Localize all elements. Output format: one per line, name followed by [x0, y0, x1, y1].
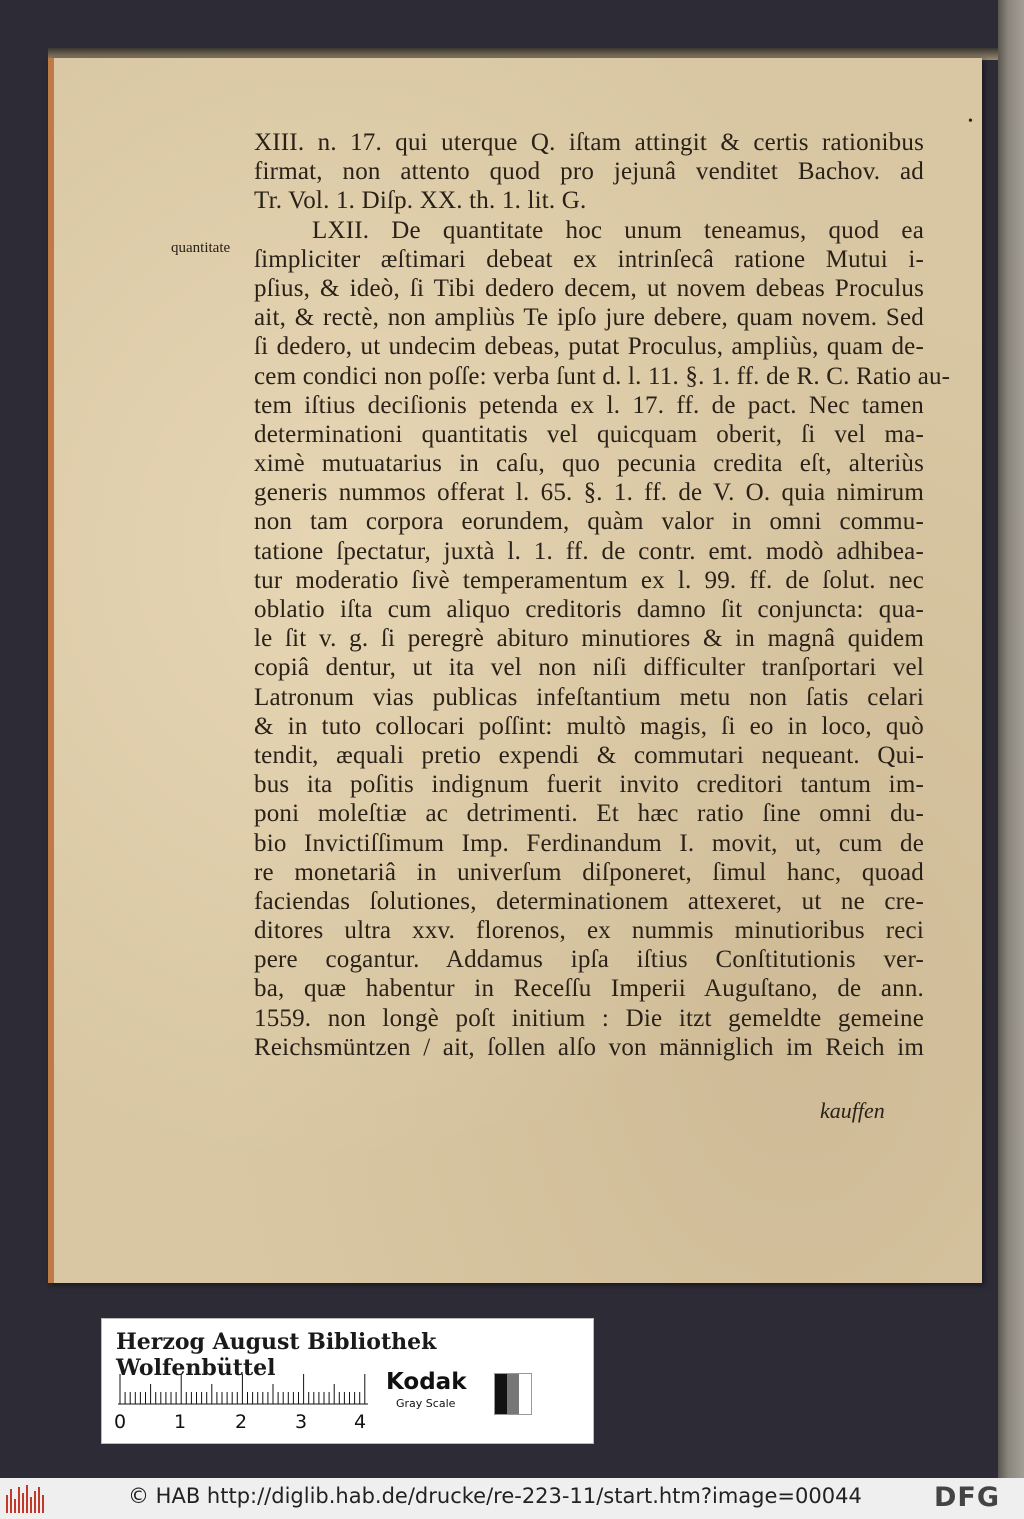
text-line: ſimpliciter æſtimari debeat ex intrinſecâ ratione Mutui i- — [254, 245, 924, 273]
text-line: pſius, & ideò, ſi Tibi dedero decem, ut novem debeas Proculus — [254, 274, 924, 302]
ruler-label-0: 0 — [114, 1411, 127, 1433]
text-line: oblatio iſta cum aliquo creditoris damno ſit conjuncta: qua- — [254, 596, 924, 623]
text-line: pere cogantur. Addamus ipſa iſtius Conſtitutionis ver- — [254, 946, 924, 974]
adjacent-page-edge — [998, 0, 1024, 1478]
text-line: 1559. non longè poſt initium : Die itzt gemeldte gemeine — [254, 1004, 924, 1032]
text-line: ba, quæ habentur in Receſſu Imperii Auguſtano, de ann. — [254, 975, 924, 1003]
text-line: poni moleſtiæ ac detrimenti. Et hæc ratio ſine omni du- — [254, 800, 924, 828]
ruler-label-4: 4 — [354, 1411, 367, 1433]
text-line: generis nummos offerat l. 65. §. 1. ff. de V. O. quia nimirum — [254, 479, 924, 507]
catchword: kauffen — [820, 1098, 885, 1123]
dfg-logo: DFG — [934, 1482, 1001, 1513]
text-line: bio Invictiſſimum Imp. Ferdinandum I. movit, ut, cum de — [254, 829, 924, 857]
ruler-icon — [118, 1371, 368, 1405]
text-line: ait, & rectè, non ampliùs Te ipſo jure debere, quam novem. Sed — [254, 304, 924, 332]
gray-swatch-icon — [494, 1373, 532, 1415]
text-line: XIII. n. 17. qui uterque Q. iſtam attingit & certis rationibus — [254, 129, 924, 156]
text-line: determinationi quantitatis vel quicquam oberit, ſi vel ma- — [254, 420, 924, 448]
text-line: firmat, non attento quod pro jejunâ venditet Bachov. ad — [254, 158, 924, 186]
text-line: & in tuto collocari poſſint: multò magis, ſi eo in loco, quò — [254, 712, 924, 740]
footer-bar — [0, 1478, 1024, 1519]
text-line: faciendas ſolutiones, determinationem attexeret, ut ne cre- — [254, 887, 924, 915]
text-line: tendit, æquali pretio expendi & commutari nequeant. Qui- — [254, 741, 924, 769]
text-line: non tam corpora eorundem, quàm valor in omni commu- — [254, 508, 924, 536]
text-line: LXII. De quantitate hoc unum teneamus, quod ea — [312, 216, 924, 244]
color-reference-card — [101, 1318, 594, 1444]
text-line: le ſit v. g. ſi peregrè abituro minutiores & in magnâ quidem — [254, 625, 924, 653]
text-line: cem condici non poſſe: verba ſunt d. l. 11. §. 1. ff. de R. C. Ratio au- — [254, 362, 951, 390]
ruler-label-3: 3 — [295, 1411, 308, 1433]
hab-logo-icon — [6, 1485, 48, 1513]
page-mark: • — [968, 114, 973, 129]
kodak-logo: Kodak — [386, 1369, 467, 1395]
text-line: re monetariâ in univerſum diſponeret, ſimul hanc, quoad — [254, 858, 924, 886]
text-line: ximè mutuatarius in caſu, quo pecunia credita eſt, alteriùs — [254, 450, 924, 478]
text-line: tur moderatio ſivè temperamentum ex l. 99. ff. de ſolut. nec — [254, 566, 924, 594]
ruler-label-2: 2 — [235, 1411, 248, 1433]
text-line: tatione ſpectatur, juxtà l. 1. ff. de contr. emt. modò adhibea- — [254, 537, 924, 565]
text-line: ſi dedero, ut undecim debeas, putat Proculus, ampliùs, quam de- — [254, 333, 924, 361]
gray-scale-label: Gray Scale — [396, 1397, 456, 1410]
page-body-text — [254, 128, 951, 1062]
footer-credit-link[interactable]: © HAB http://diglib.hab.de/drucke/re-223-11/start.htm?image=00044 — [128, 1484, 862, 1508]
text-line: Latronum vias publicas infeſtantium metu non ſatis celari — [254, 683, 924, 711]
text-line: Tr. Vol. 1. Diſp. XX. th. 1. lit. G. — [254, 187, 587, 215]
text-line: tem iſtius deciſionis petenda ex l. 17. ff. de pact. Nec tamen — [254, 391, 924, 419]
text-line: ditores ultra xxv. florenos, ex nummis minutioribus reci — [254, 917, 924, 945]
library-name: Herzog August Bibliothek Wolfenbüttel — [116, 1329, 437, 1381]
text-line: copiâ dentur, ut ita vel non niſi difficulter tranſportari vel — [254, 654, 924, 682]
marginal-note: quantitate — [171, 240, 231, 256]
ruler-label-1: 1 — [174, 1411, 187, 1433]
text-line: bus ita poſitis indignum fuerit invito creditori tantum im- — [254, 771, 924, 799]
text-line: Reichsmüntzen / ait, ſollen alſo von männiglich im Reich im — [254, 1033, 924, 1061]
